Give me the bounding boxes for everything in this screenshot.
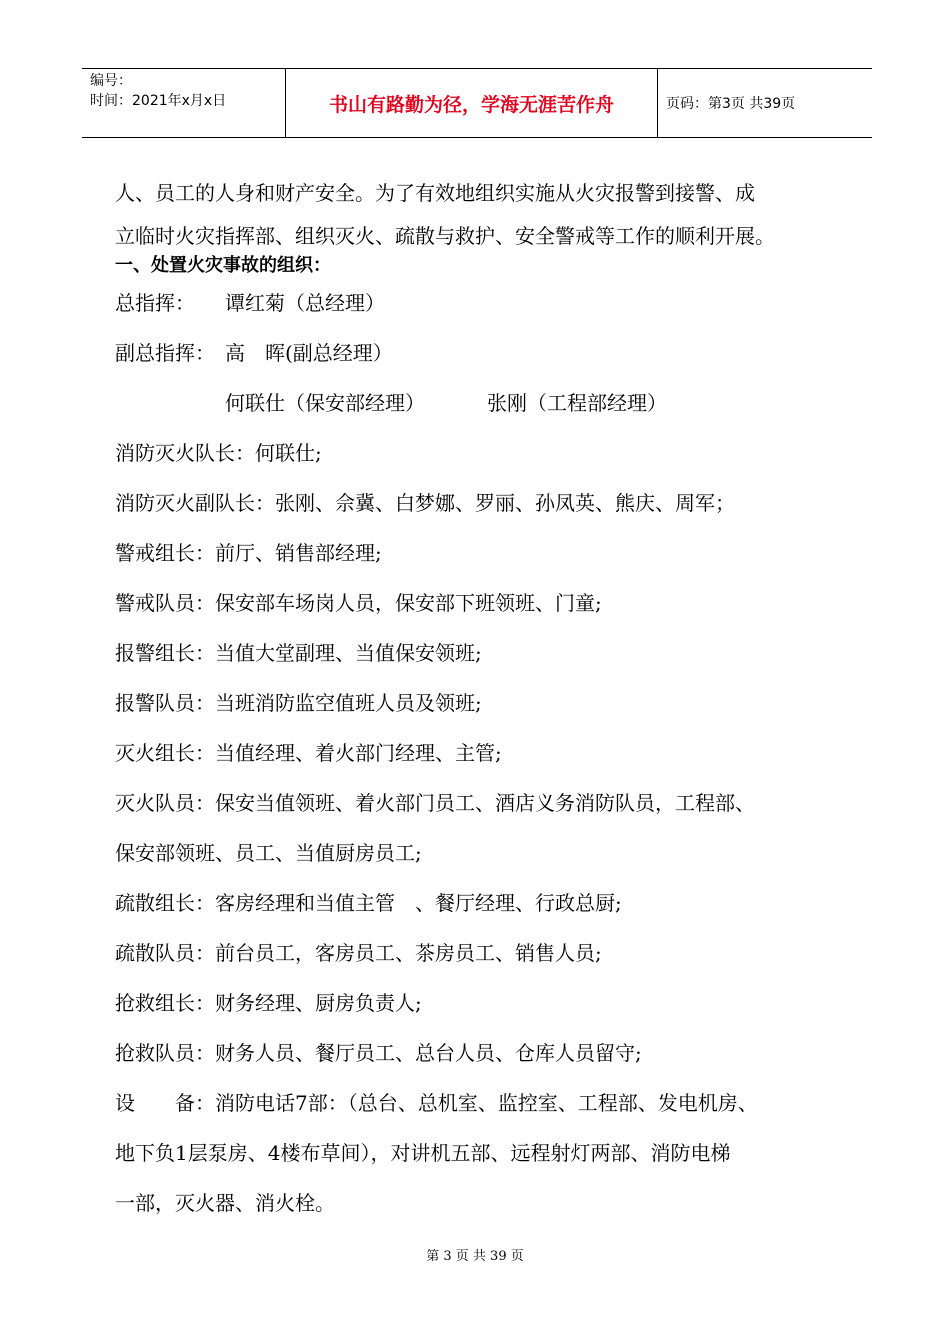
- vice-commander-value: 高 晖(副总经理）: [225, 341, 393, 365]
- serial-label: 编号：: [90, 73, 132, 89]
- role-line: 警戒队员：保安部车场岗人员，保安部下班领班、门童;: [115, 591, 602, 615]
- role-line: 消防灭火队长：何联仕;: [115, 441, 322, 465]
- page-footer: 第 3 页 共 39 页: [426, 1249, 524, 1264]
- role-line: 消防灭火副队长：张刚、佘冀、白梦娜、罗丽、孙凤英、熊庆、周军；: [115, 491, 735, 515]
- role-line: 地下负1层泵房、4楼布草间），对讲机五部、远程射灯两部、消防电梯: [115, 1141, 731, 1165]
- commander-line: [115, 282, 855, 332]
- role-line: 报警组长：当值大堂副理、当值保安领班;: [115, 641, 482, 665]
- role-line: 疏散组长：客房经理和当值主管 、餐厅经理、行政总厨;: [115, 891, 622, 915]
- role-line: 抢救队员：财务人员、餐厅员工、总台人员、仓库人员留守;: [115, 1041, 642, 1065]
- role-line: 报警队员：当班消防监空值班人员及领班;: [115, 691, 482, 715]
- role-line: 抢救组长：财务经理、厨房负责人;: [115, 991, 422, 1015]
- header-meta: [82, 69, 285, 137]
- role-line: 疏散队员：前台员工，客房员工、茶房员工、销售人员;: [115, 941, 602, 965]
- paragraph-line: 立临时火灾指挥部、组织灭火、疏散与救护、安全警戒等工作的顺利开展。: [115, 224, 775, 248]
- commander-label: 总指挥：: [115, 291, 195, 315]
- role-line: 一部，灭火器、消火栓。: [115, 1191, 335, 1215]
- role-line: 保安部领班、员工、当值厨房员工;: [115, 841, 422, 865]
- vice-commander-extra-line: [115, 382, 855, 432]
- paragraph-line: 人、员工的人身和财产安全。为了有效地组织实施从火灾报警到接警、成: [115, 181, 755, 205]
- date-text: 时间：2021年x月x日: [90, 93, 227, 109]
- page-header: [82, 68, 872, 138]
- section-title: 一、处置火灾事故的组织：: [115, 255, 331, 276]
- header-motto: 书山有路勤为径，学海无涯苦作舟: [285, 69, 658, 137]
- document-body: [115, 172, 855, 1232]
- role-line: 灭火组长：当值经理、着火部门经理、主管;: [115, 741, 502, 765]
- vice-commander-extra-1: 何联仕（保安部经理）: [225, 391, 425, 415]
- role-line: 设 备：消防电话7部：（总台、总机室、监控室、工程部、发电机房、: [115, 1091, 758, 1115]
- vice-commander-line: [115, 332, 855, 382]
- vice-commander-label: 副总指挥：: [115, 341, 215, 365]
- header-page-number: 页码：第3页 共39页: [666, 96, 796, 112]
- role-line: 警戒组长：前厅、销售部经理;: [115, 541, 382, 565]
- commander-value: 谭红菊（总经理）: [225, 291, 385, 315]
- vice-commander-extra-2: 张刚（工程部经理）: [487, 391, 667, 415]
- role-line: 灭火队员：保安当值领班、着火部门员工、酒店义务消防队员，工程部、: [115, 791, 755, 815]
